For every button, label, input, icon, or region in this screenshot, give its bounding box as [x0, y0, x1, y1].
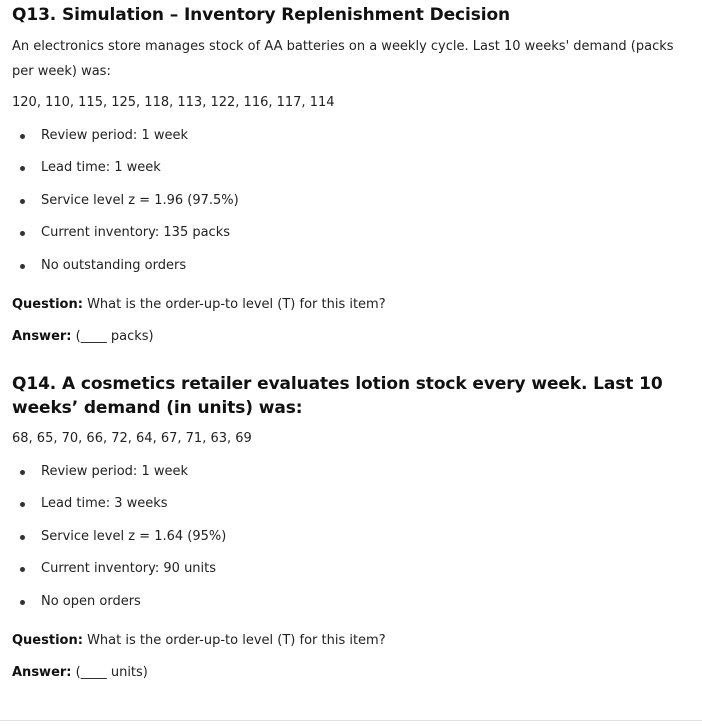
question-label: Question:	[12, 297, 83, 312]
list-item: Service level z = 1.96 (97.5%)	[12, 191, 688, 211]
answer-label: Answer:	[12, 329, 72, 344]
list-item: No open orders	[12, 592, 688, 612]
list-item: Service level z = 1.64 (95%)	[12, 527, 688, 547]
question-13-demand-values: 120, 110, 115, 125, 118, 113, 122, 116, 117, 114	[12, 95, 335, 110]
question-14-answer	[12, 663, 148, 683]
question-14-question	[12, 631, 386, 651]
answer-label: Answer:	[12, 665, 72, 680]
answer-blank: (____ packs)	[75, 329, 154, 344]
question-label: Question:	[12, 633, 83, 648]
list-item: Review period: 1 week	[12, 126, 688, 146]
question-13-title: Q13. Simulation – Inventory Replenishment Decision	[12, 5, 511, 25]
list-item: No outstanding orders	[12, 256, 688, 276]
list-item: Lead time: 3 weeks	[12, 494, 688, 514]
question-14-parameters-list	[12, 462, 688, 624]
question-14-title: Q14. A cosmetics retailer evaluates lotion stock every week. Last 10 weeks’ demand (in units) was:	[12, 374, 663, 418]
answer-blank: (____ units)	[75, 665, 148, 680]
question-text: What is the order-up-to level (T) for this item?	[87, 633, 386, 648]
question-13-intro: An electronics store manages stock of AA batteries on a weekly cycle. Last 10 weeks' demand (packs per week) was:	[12, 39, 674, 79]
question-13-parameters-list	[12, 126, 688, 288]
list-item: Lead time: 1 week	[12, 158, 688, 178]
list-item: Review period: 1 week	[12, 462, 688, 482]
bottom-divider	[0, 720, 702, 721]
question-13-answer	[12, 327, 154, 347]
list-item: Current inventory: 90 units	[12, 559, 688, 579]
question-13-question	[12, 295, 386, 315]
question-14-demand-values: 68, 65, 70, 66, 72, 64, 67, 71, 63, 69	[12, 431, 252, 446]
list-item: Current inventory: 135 packs	[12, 223, 688, 243]
question-text: What is the order-up-to level (T) for this item?	[87, 297, 386, 312]
